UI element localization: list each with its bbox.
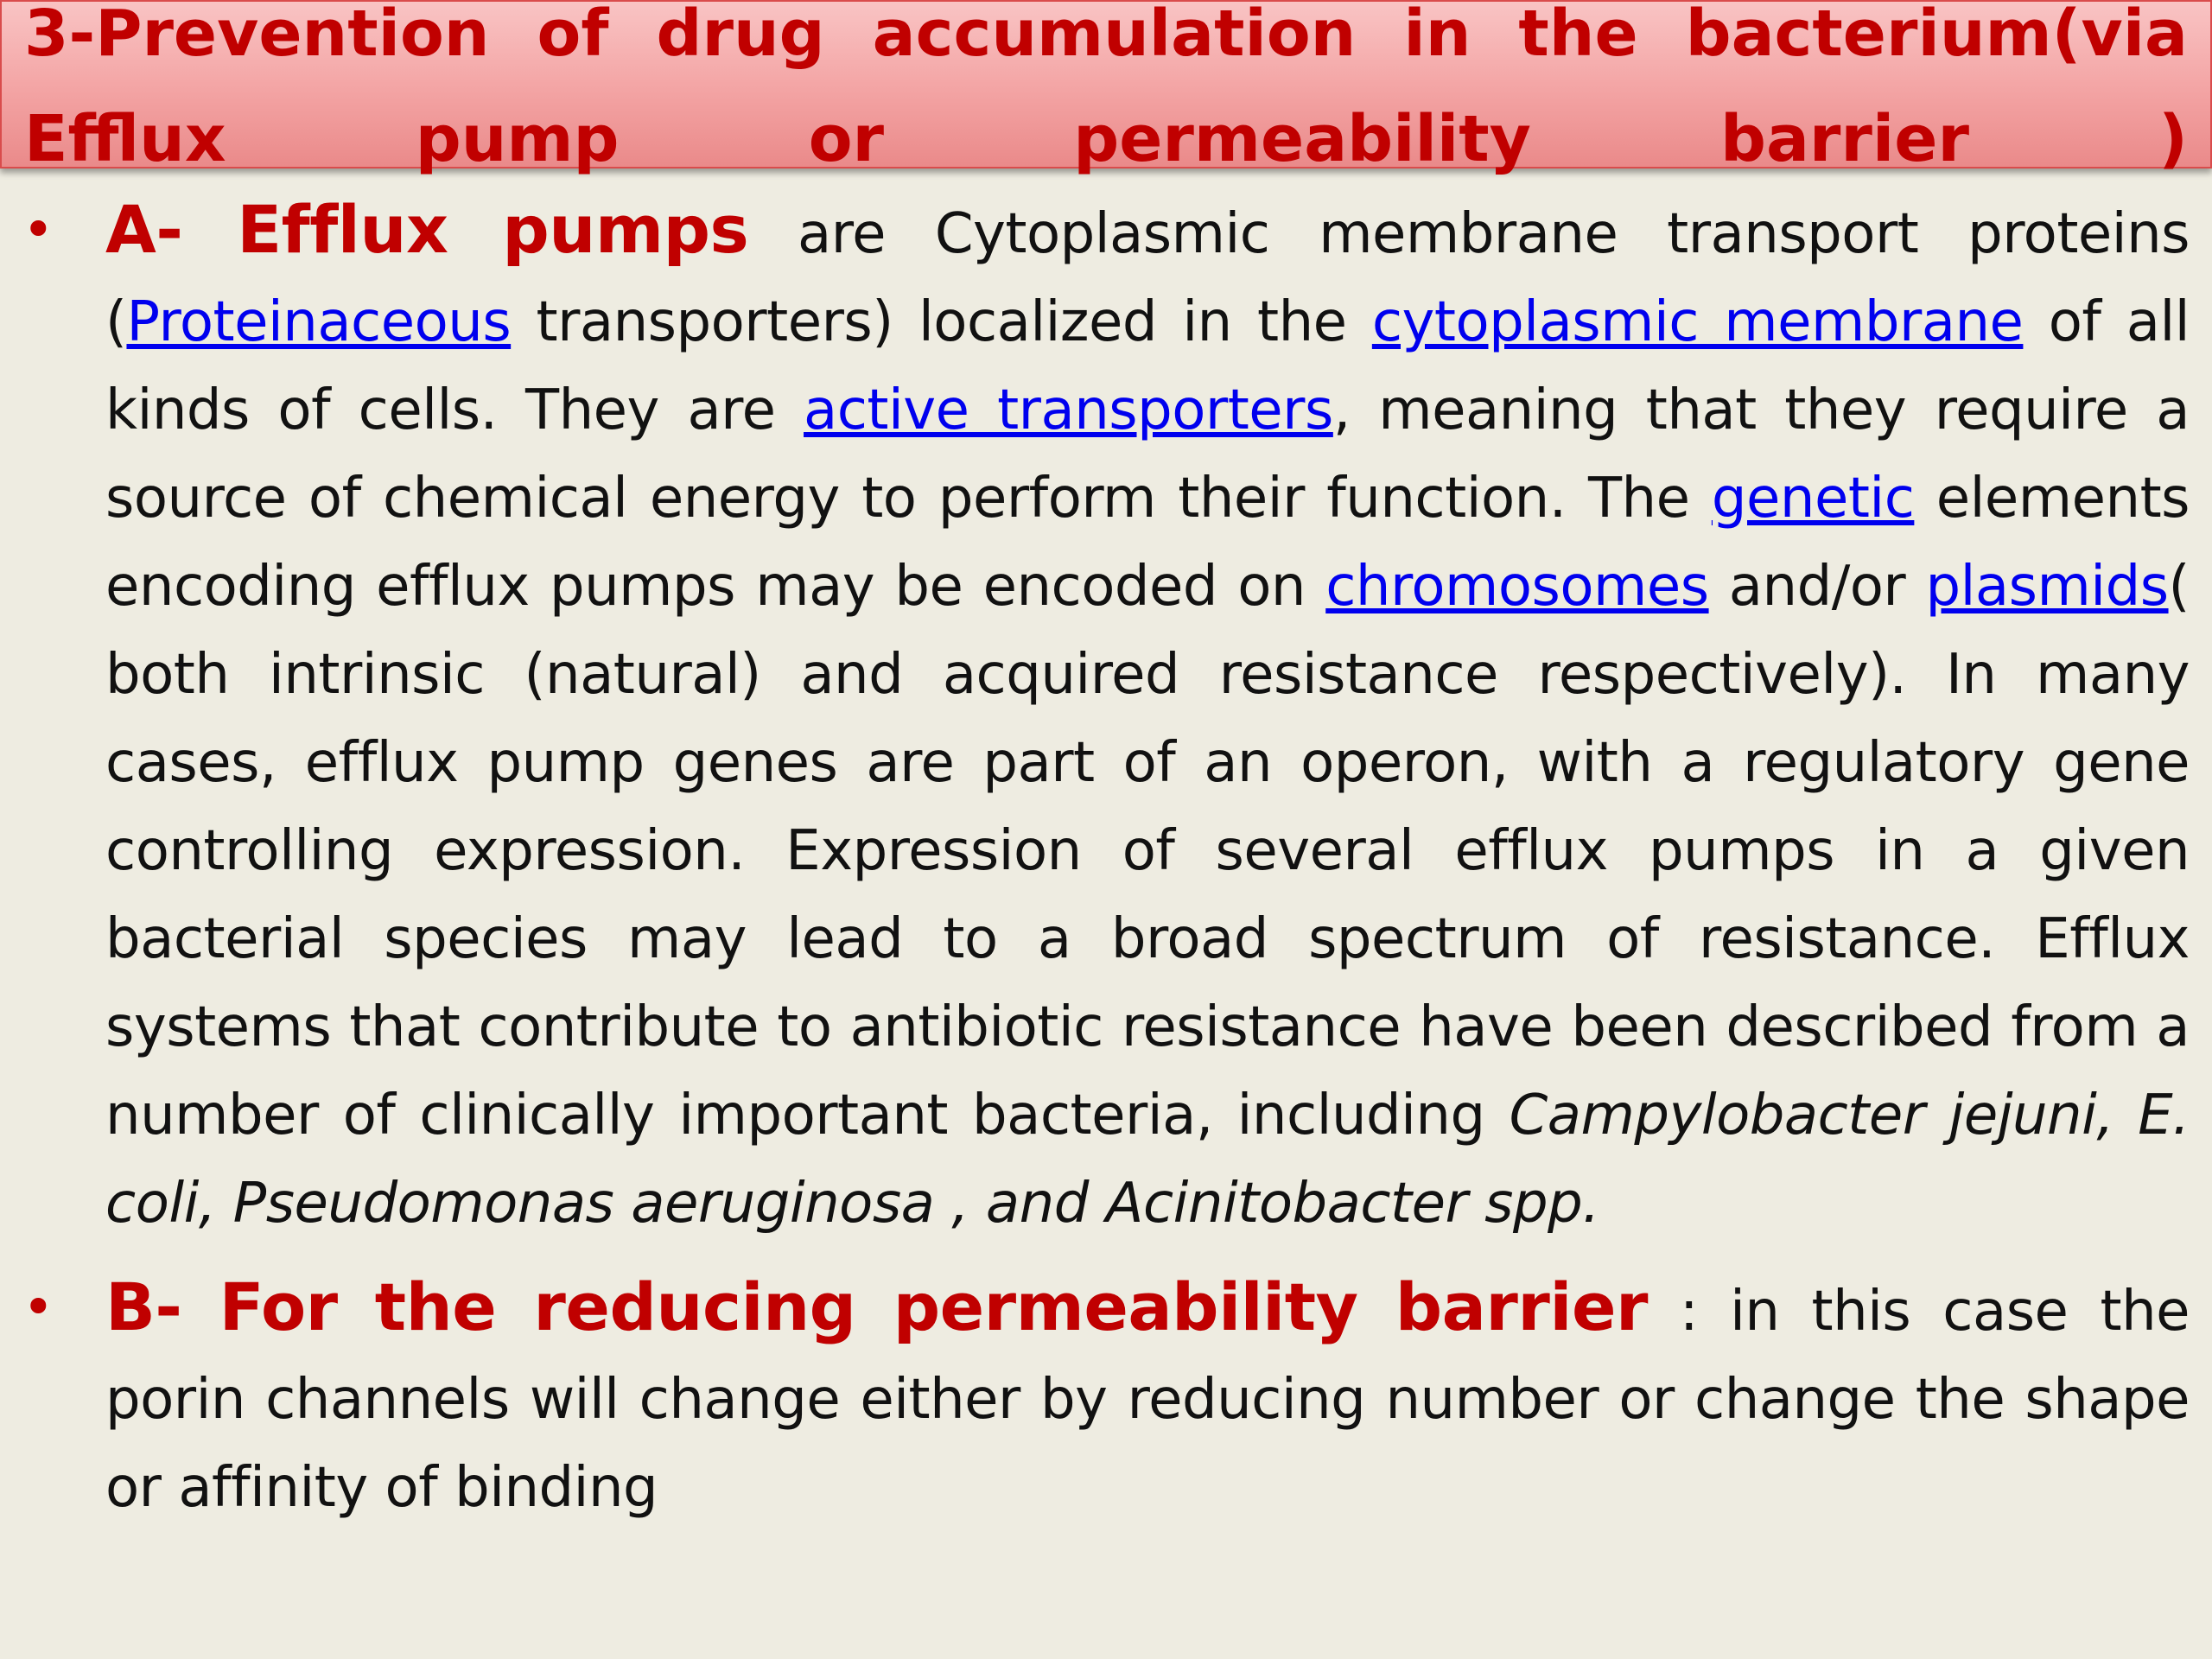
link-genetic[interactable]: genetic [1711, 467, 1915, 531]
link-chromosomes[interactable]: chromosomes [1325, 555, 1709, 619]
slide-body [0, 186, 2212, 1532]
bullet-dot-icon: • [22, 1275, 54, 1338]
text-segment: are Cytoplasmic membrane transport proteins ( [105, 202, 2190, 354]
slide-title-bar [0, 0, 2212, 176]
bullet-permeability-barrier [0, 1263, 2212, 1532]
text-segment: , meaning that they require a source of chemical energy to perform their function. The [105, 378, 2190, 531]
efflux-pumps-paragraph [105, 186, 2190, 1248]
slide-title-line-1: 3-Prevention of drug accumulation in the bacterium(via [24, 0, 2188, 71]
bullet-efflux-pumps [0, 186, 2212, 1248]
text-segment: ( both intrinsic (natural) and acquired resistance respectively). In many cases, efflux pump genes are part of an operon, with a regulatory gene controlling expression. Expression of several efflux pumps in a given bacterial species may lead to a broad spectrum of resistance. Efflux systems that contribute to antibiotic resistance have been described from a number of clinically important bacteria, including [105, 555, 2190, 1147]
link-proteinaceous[interactable]: Proteinaceous [126, 290, 512, 354]
bacteria-species-list: Campylobacter jejuni, E. coli, Pseudomonas aeruginosa , and Acinitobacter spp. [105, 1084, 2190, 1236]
slide-title-line-2: Efflux pump or permeability barrier ) [24, 102, 2188, 176]
bullet-dot-icon: • [22, 198, 54, 261]
link-cytoplasmic-membrane[interactable]: cytoplasmic membrane [1371, 290, 2024, 354]
text-segment: : in this case the porin channels will change either by reducing number or change the shape or affinity of binding [105, 1280, 2190, 1520]
text-segment: elements encoding efflux pumps may be encoded on [105, 467, 2190, 619]
text-segment: of all kinds of cells. They are [105, 290, 2190, 442]
link-active-transporters[interactable]: active transporters [804, 378, 1333, 442]
text-segment: transporters) localized in the [511, 290, 1372, 354]
text-segment: and/or [1708, 555, 1926, 619]
link-plasmids[interactable]: plasmids [1925, 555, 2169, 619]
efflux-pumps-heading: A- Efflux pumps [105, 191, 749, 268]
permeability-barrier-paragraph [105, 1263, 2190, 1532]
permeability-barrier-heading: B- For the reducing permeability barrier [105, 1268, 1648, 1345]
